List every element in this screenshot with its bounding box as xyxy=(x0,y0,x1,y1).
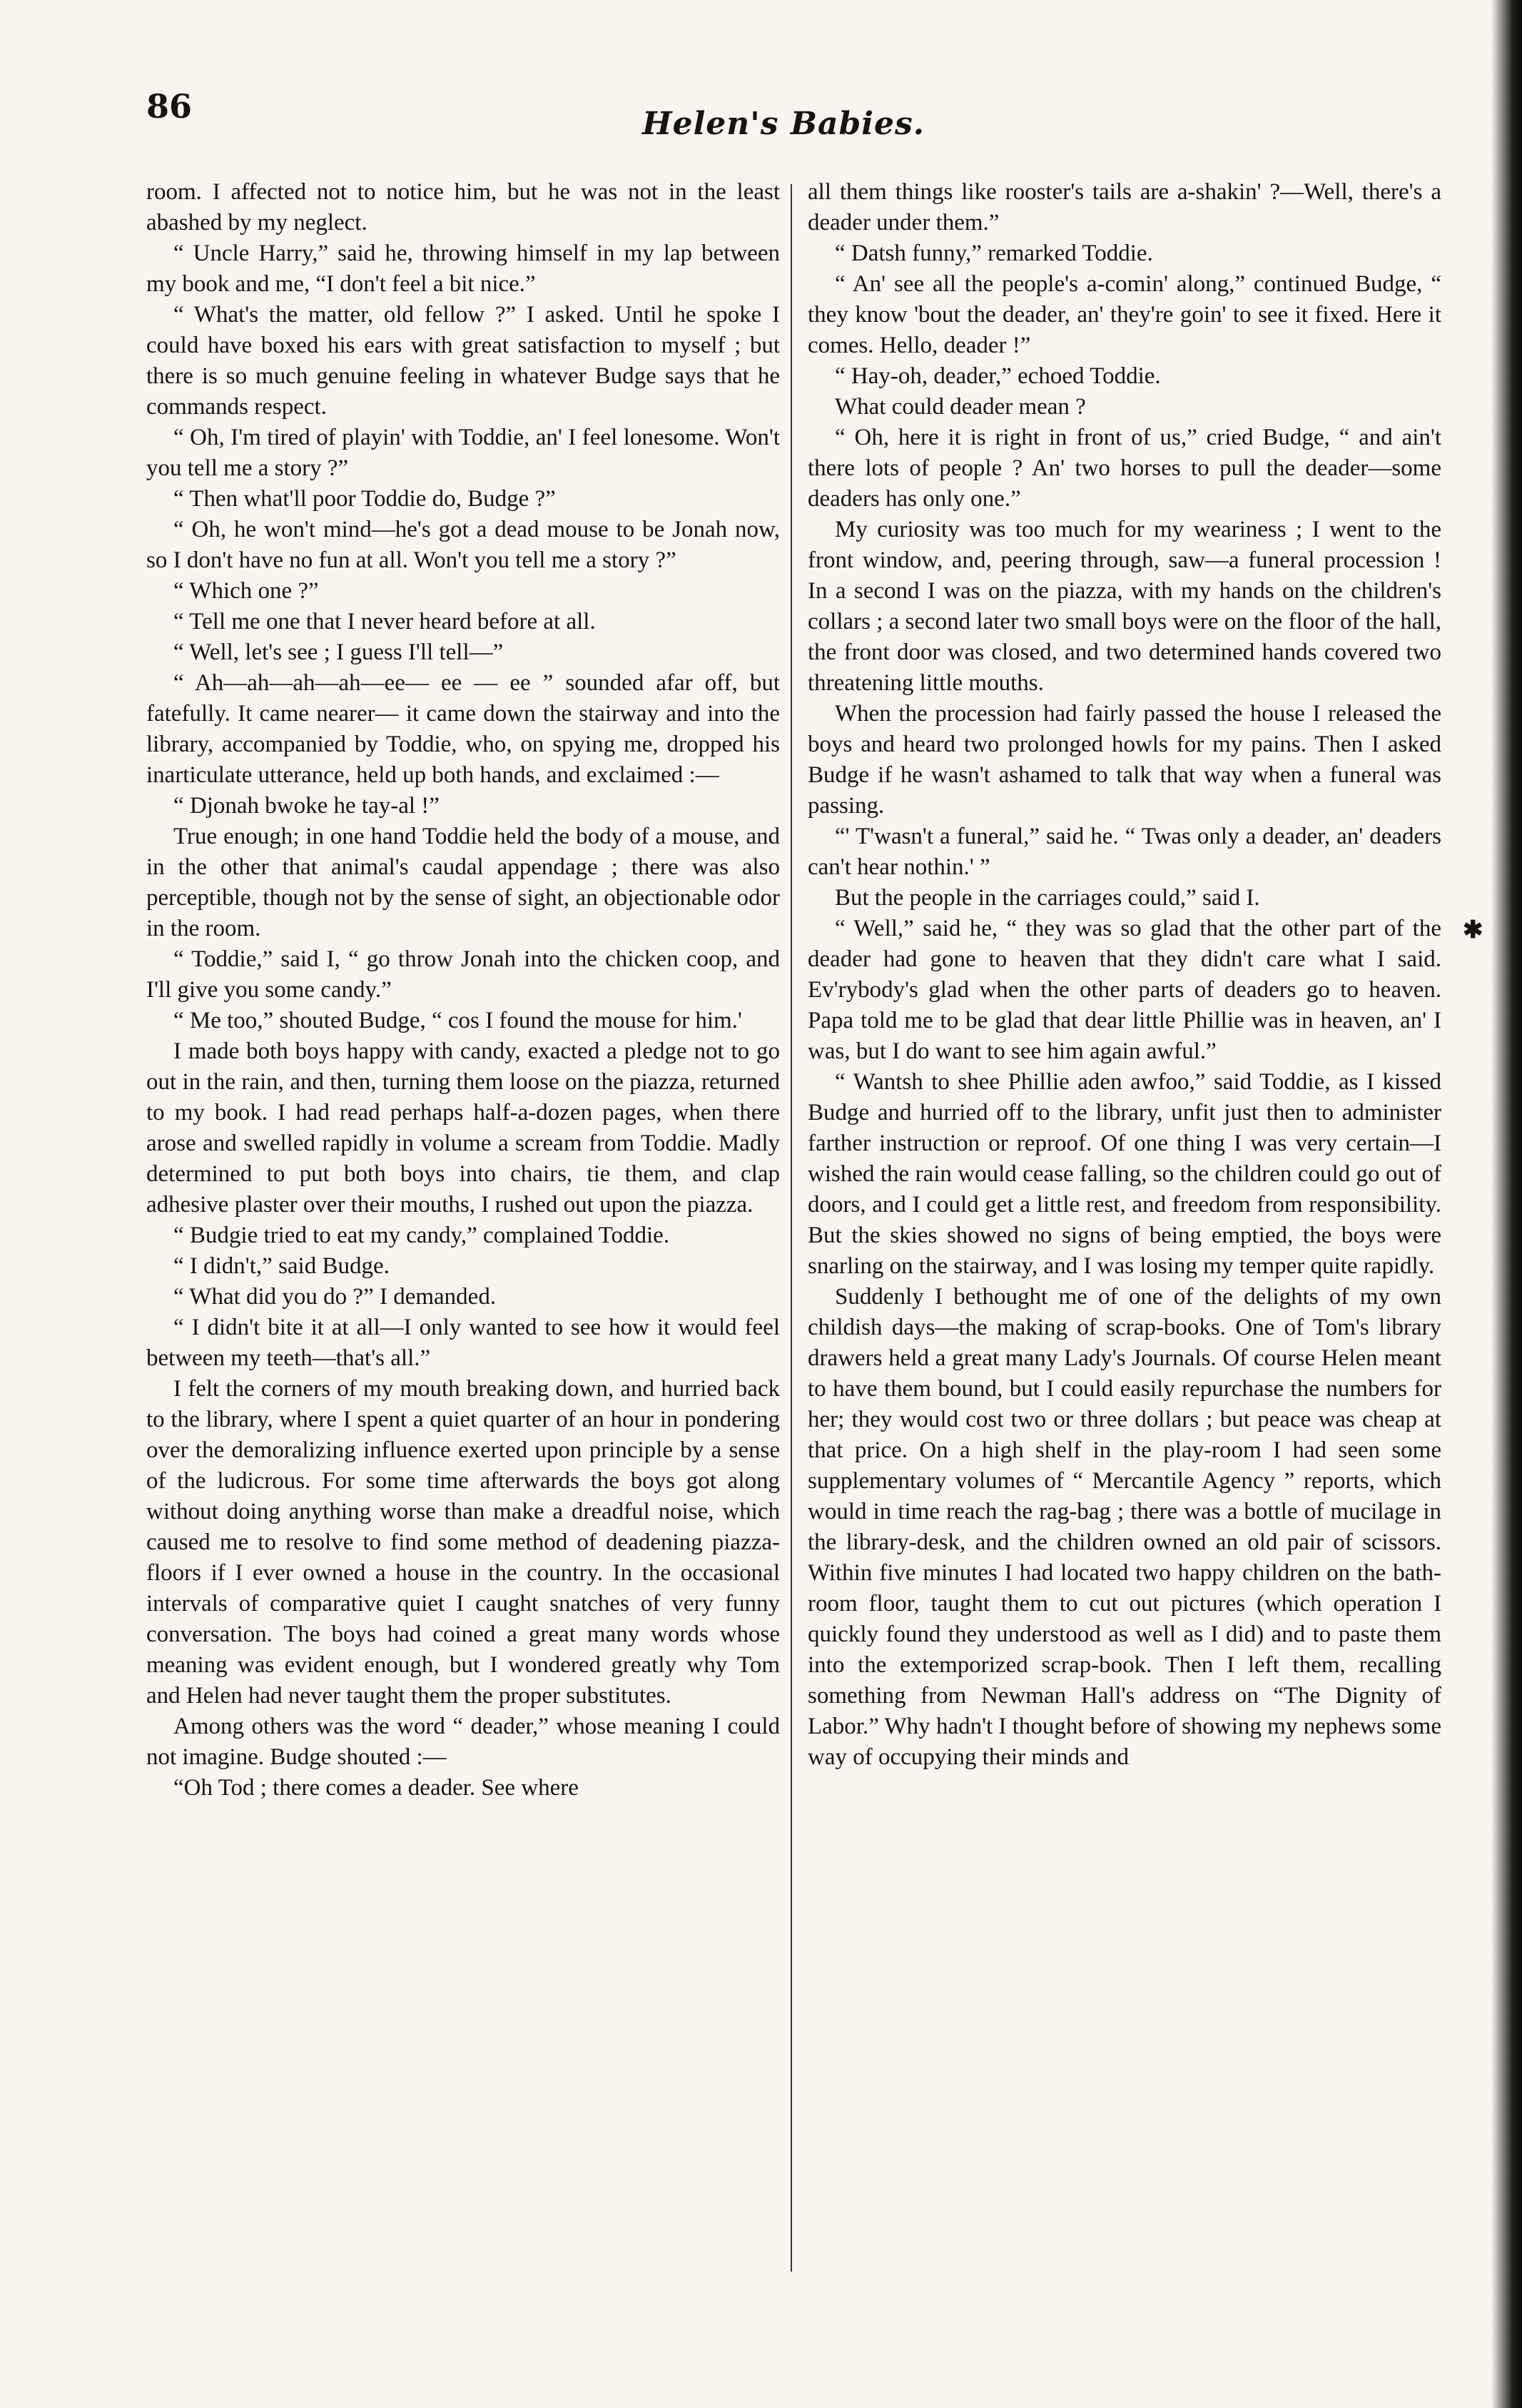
running-head: Helen's Babies. xyxy=(642,106,925,142)
paragraph: Among others was the word “ deader,” whose meaning I could not imagine. Budge shouted :— xyxy=(146,1714,780,1770)
column-rule xyxy=(791,184,792,2272)
paragraph: “ Wantsh to shee Phillie aden awfoo,” said Toddie, as I kissed Budge and hurried off to the library, unfit just then to administer farther instruction or reproof. Of one thing I was very certain—I wished the rain would cease falling, so the children could go out of doors, and I could get a little rest, and freedom from responsibility. But the skies showed no signs of being emptied, the boys were snarling on the stairway, and I was losing my temper quite rapidly. xyxy=(808,1069,1441,1279)
paragraph: “ I didn't,” said Budge. xyxy=(173,1253,390,1279)
paragraph: “ Oh, here it is right in front of us,” cried Budge, “ and ain't there lots of people ? An' two horses to pull the deader—some deaders has only one.” xyxy=(808,425,1441,512)
paragraph: “ I didn't bite it at all—I only wanted to see how it would feel between my teeth—that's all.” xyxy=(146,1315,780,1371)
paragraph: What could deader mean ? xyxy=(835,394,1086,420)
paragraph: “ What's the matter, old fellow ?” I asked. Until he spoke I could have boxed his ears with great satisfaction to myself ; but there is so much genuine feeling in whatever Budge says that he commands respect. xyxy=(146,302,780,420)
paragraph: When the procession had fairly passed the house I released the boys and heard two prolonged howls for my pains. Then I asked Budge if he wasn't ashamed to talk that way when a funeral was passing. xyxy=(808,701,1441,819)
paragraph: “ Datsh funny,” remarked Toddie. xyxy=(835,241,1153,266)
paragraph: My curiosity was too much for my weariness ; I went to the front window, and, peering through, saw—a funeral procession ! In a second I was on the piazza, with my hands on the children's collars ; a second later two small boys were on the floor of the hall, the front door was closed, and two determined hands covered two threatening little mouths. xyxy=(808,517,1441,696)
paragraph: “ What did you do ?” I demanded. xyxy=(173,1284,497,1310)
paragraph: “ Ah—ah—ah—ah—ee— ee — ee ” sounded afar off, but fatefully. It came nearer— it came down the stairway and into the library, accompanied by Toddie, who, on spying me, dropped his inarticulate utterance, held up both hands, and exclaimed :— xyxy=(146,670,780,788)
paragraph: But the people in the carriages could,” said I. xyxy=(835,885,1260,911)
paragraph: “ Djonah bwoke he tay-al !” xyxy=(173,793,440,819)
paragraph: “ Oh, I'm tired of playin' with Toddie, an' I feel lonesome. Won't you tell me a story ?” xyxy=(146,425,780,481)
paragraph: “ Hay-oh, deader,” echoed Toddie. xyxy=(835,363,1161,389)
page-number: 86 xyxy=(146,87,193,126)
paragraph: “ Well,” said he, “ they was so glad that the other part of the deader had gone to heaven that they didn't care what I said. Ev'rybody's glad when the other parts of deaders go to heaven. Papa told me to be glad that dear little Phillie was in heaven, an' I was, but I do want to see him again awful.” xyxy=(808,916,1441,1064)
right-column xyxy=(808,177,1441,2311)
paragraph: “ Me too,” shouted Budge, “ cos I found the mouse for him.' xyxy=(173,1008,742,1033)
paragraph: “ Which one ?” xyxy=(173,578,319,604)
margin-asterisk-mark: ✱ xyxy=(1463,916,1483,944)
book-spine-shadow xyxy=(1491,0,1522,2408)
paragraph: all them things like rooster's tails are a-shakin' ?—Well, there's a deader under them.” xyxy=(808,179,1441,236)
paragraph: Suddenly I bethought me of one of the delights of my own childish days—the making of scrap-books. One of Tom's library drawers held a great many Lady's Journals. Of course Helen meant to have them bound, but I could easily repurchase the numbers for her; they would cost two or three dollars ; but peace was cheap at that price. On a high shelf in the play-room I had seen some supplementary volumes of “ Mercantile Agency ” reports, which would in time reach the rag-bag ; there was a bottle of mucilage in the library-desk, and the children owned an old pair of scissors. Within five minutes I had located two happy children on the bath-room floor, taught them to cut out pictures (which operation I quickly found they understood as well as I did) and to paste them into the extemporized scrap-book. Then I left them, recalling something from Newman Hall's address on “The Dignity of Labor.” Why hadn't I thought before of showing my nephews some way of occupying their minds and xyxy=(808,1284,1441,1770)
paragraph: “ Tell me one that I never heard before at all. xyxy=(173,609,596,634)
left-column xyxy=(146,177,780,2311)
paragraph: “ Toddie,” said I, “ go throw Jonah into the chicken coop, and I'll give you some candy.” xyxy=(146,946,780,1003)
paragraph: I felt the corners of my mouth breaking down, and hurried back to the library, where I spent a quiet quarter of an hour in pondering over the demoralizing influence exerted upon principle by a sense of the ludicrous. For some time afterwards the boys got along without doing anything worse than make a dreadful noise, which caused me to resolve to find some method of deadening piazza-floors if I ever owned a house in the country. In the occasional intervals of comparative quiet I caught snatches of very funny conversation. The boys had coined a great many words whose meaning was evident enough, but I wondered greatly why Tom and Helen had never taught them the proper substitutes. xyxy=(146,1376,780,1709)
paragraph: room. I affected not to notice him, but he was not in the least abashed by my neglect. xyxy=(146,179,780,236)
paragraph: “ Then what'll poor Toddie do, Budge ?” xyxy=(173,486,556,512)
paragraph: True enough; in one hand Toddie held the body of a mouse, and in the other that animal's caudal appendage ; there was also perceptible, though not by the sense of sight, an objectionable odor in the room. xyxy=(146,824,780,941)
paragraph: “ Uncle Harry,” said he, throwing himself in my lap between my book and me, “I don't feel a bit nice.” xyxy=(146,241,780,297)
paragraph: I made both boys happy with candy, exacted a pledge not to go out in the rain, and then, turning them loose on the piazza, returned to my book. I had read perhaps half-a-dozen pages, when there arose and swelled rapidly in volume a scream from Toddie. Madly determined to put both boys into chairs, tie them, and clap adhesive plaster over their mouths, I rushed out upon the piazza. xyxy=(146,1038,780,1218)
paragraph: “' T'wasn't a funeral,” said he. “ Twas only a deader, an' deaders can't hear nothin.' ” xyxy=(808,824,1441,880)
paragraph: “ Budgie tried to eat my candy,” complained Toddie. xyxy=(173,1223,670,1248)
paragraph: “ Well, let's see ; I guess I'll tell—” xyxy=(173,639,504,665)
paragraph: “ Oh, he won't mind—he's got a dead mouse to be Jonah now, so I don't have no fun at all. Won't you tell me a story ?” xyxy=(146,517,780,573)
paragraph: “Oh Tod ; there comes a deader. See where xyxy=(173,1775,579,1801)
paragraph: “ An' see all the people's a-comin' along,” continued Budge, “ they know 'bout the deader, an' they're goin' to see it fixed. Here it comes. Hello, deader !” xyxy=(808,271,1441,358)
